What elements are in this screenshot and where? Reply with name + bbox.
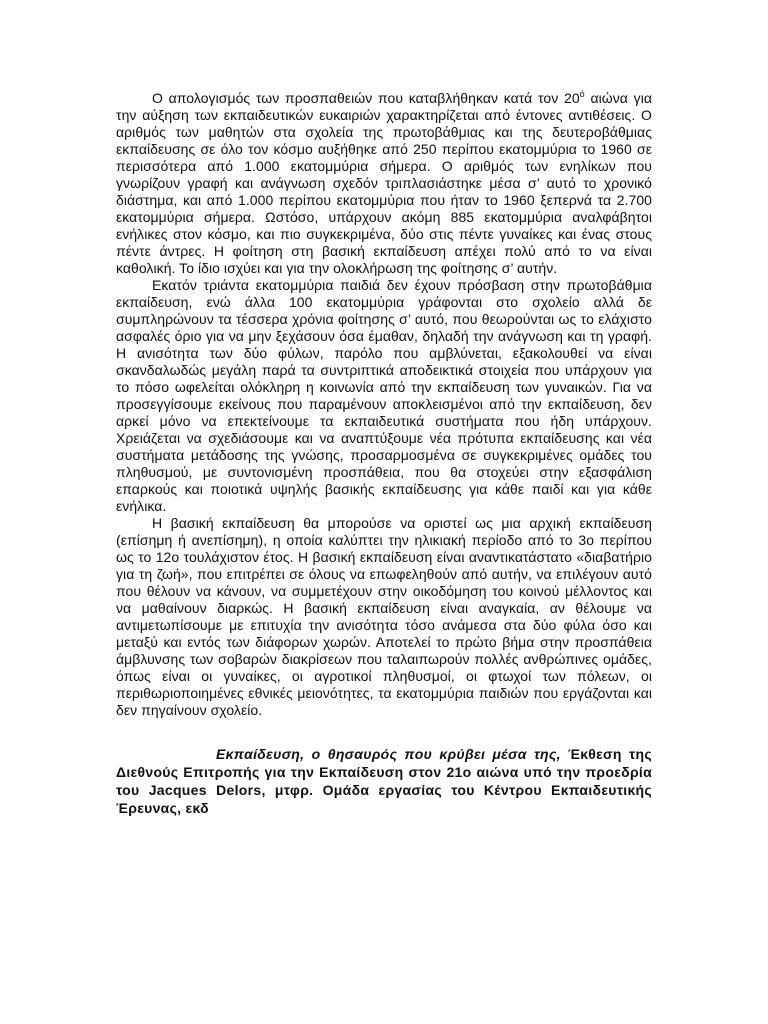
source-citation bbox=[116, 745, 652, 817]
citation-details: Έκθεση της Διεθνούς Επιτροπής για την Εκπαίδευση στον 21ο αιώνα υπό την προεδρία του Jacques Delors, μτφρ. Ομάδα εργασίας του Κέντρου Εκπαιδευτικής Έρευνας, εκδ bbox=[116, 746, 652, 816]
body-paragraph-1 bbox=[116, 90, 652, 277]
century-superscript: ό bbox=[579, 89, 585, 99]
citation-book-title: Εκπαίδευση, ο θησαυρός που κρύβει μέσα της, bbox=[216, 746, 561, 762]
body-paragraph-2: Εκατόν τριάντα εκατομμύρια παιδιά δεν έχουν πρόσβαση στην πρωτοβάθμια εκπαίδευση, ενώ άλλα 100 εκατομμύρια γράφονται στο σχολείο αλλά δε συμπληρώνουν τα τέσσερα χρόνια φοίτησης σ’ αυτό, που θεωρούνται ως το ελάχιστο ασφαλές όριο για να μην ξεχάσουν όσα έμαθαν, δηλαδή την ανάγνωση και τη γραφή. Η ανισότητα των δύο φύλων, παρόλο που αμβλύνεται, εξακολουθεί να είναι σκανδαλωδώς μεγάλη παρά τα συντριπτικά αποδεικτικά στοιχεία που υπάρχουν για το πόσο ωφελείται ολόκληρη η κοινωνία από την εκπαίδευση των γυναικών. Για να προσεγγίσουμε εκείνους που παραμένουν αποκλεισμένοι από την εκπαίδευση, δεν αρκεί μόνο να επεκτείνουμε τα εκπαιδευτικά συστήματα που ήδη υπάρχουν. Χρειάζεται να σχεδιάσουμε και να αναπτύξουμε νέα πρότυπα εκπαίδευσης και νέα συστήματα μετάδοσης της γνώσης, προσαρμοσμένα σε συγκεκριμένες ομάδες του πληθυσμού, με συντονισμένη προσπάθεια, που θα στοχεύει στην εξασφάλιση επαρκούς και ποιοτικά υψηλής βασικής εκπαίδευσης για κάθε παιδί και για κάθε ενήλικα. bbox=[116, 277, 652, 514]
paragraph-1-text-start: Ο απολογισμός των προσπαθειών που καταβλήθηκαν κατά τον 20 bbox=[152, 90, 580, 106]
body-paragraph-3: Η βασική εκπαίδευση θα μπορούσε να οριστεί ως μια αρχική εκπαίδευση (επίσημη ή ανεπίσημη), η οποία καλύπτει την ηλικιακή περίοδο από το 3ο περίπου ως το 12ο τουλάχιστον έτος. Η βασική εκπαίδευση είναι αναντικατάστατο «διαβατήριο για τη ζωή», που επιτρέπει σε όλους να επωφεληθούν από αυτήν, να επιλέγουν αυτό που θέλουν να κάνουν, να συμμετέχουν στην οικοδόμηση του κοινού μέλλοντος και να μαθαίνουν διαρκώς. Η βασική εκπαίδευση είναι αναγκαία, αν θέλουμε να αντιμετωπίσουμε με επιτυχία την ανισότητα τόσο ανάμεσα στα δύο φύλα όσο και μεταξύ και εντός των διάφορων χωρών. Αποτελεί το πρώτο βήμα στην προσπάθεια άμβλυνσης των σοβαρών διακρίσεων που ταλαιπωρούν πολλές ανθρώπινες ομάδες, όπως είναι οι γυναίκες, οι αγροτικοί πληθυσμοί, οι φτωχοί των πόλεων, οι περιθωριοποιημένες εθνικές μειονότητες, τα εκατομμύρια παιδιών που εργάζονται και δεν πηγαίνουν σχολείο. bbox=[116, 515, 652, 718]
paragraph-1-text-end: αιώνα για την αύξηση των εκπαιδευτικών ευκαιριών χαρακτηρίζεται από έντονες αντιθέσεις. Ο αριθμός των μαθητών στα σχολεία της πρωτοβάθμιας και της δευτεροβάθμιας εκπαίδευσης σε όλο τον κόσμο αυξήθηκε από 250 περίπου εκατομμύρια το 1960 σε περισσότερα από 1.000 εκατομμύρια σήμερα. Ο αριθμός των ενηλίκων που γνωρίζουν γραφή και ανάγνωση σχεδόν τριπλασιάστηκε μέσα σ’ αυτό το χρονικό διάστημα, και από 1.000 περίπου εκατομμύρια που ήταν το 1960 ξεπερνά τα 2.700 εκατομμύρια σήμερα. Ωστόσο, υπάρχουν ακόμη 885 εκατομμύρια αναλφάβητοι ενήλικες στον κόσμο, και πιο συγκεκριμένα, δύο στις πέντε γυναίκες και ένας στους πέντε άντρες. Η φοίτηση στη βασική εκπαίδευση απέχει πολύ από το να είναι καθολική. Το ίδιο ισχύει και για την ολοκλήρωση της φοίτησης σ’ αυτήν. bbox=[116, 90, 652, 276]
document-page bbox=[116, 90, 652, 817]
